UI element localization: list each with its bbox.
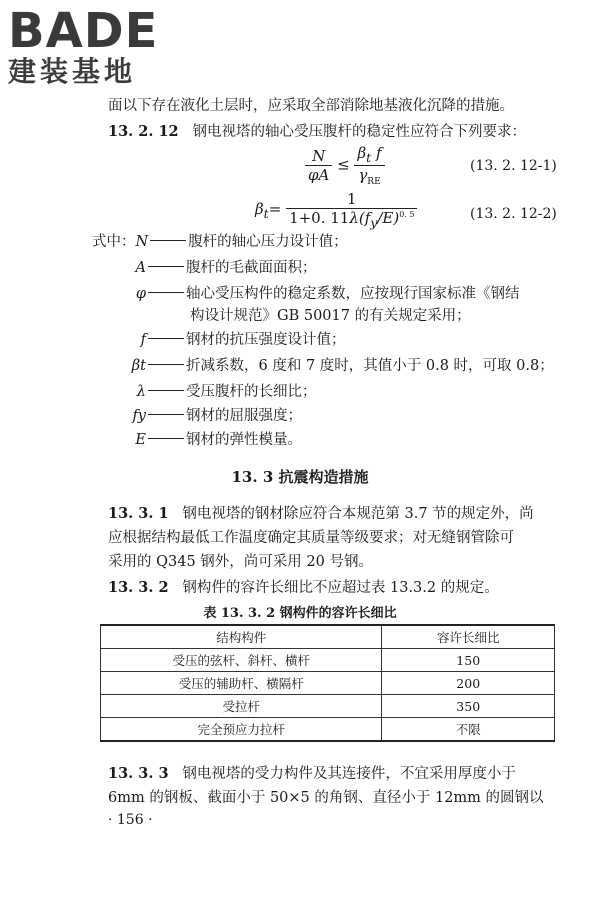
clause-13-3-1: 13. 3. 1 钢电视塔的钢材除应符合本规范第 3.7 节的规定外，尚 (108, 505, 534, 522)
equation-number-2: (13. 2. 12-2) (470, 206, 557, 222)
clause-text: 钢电视塔的轴心受压腹杆的稳定性应符合下列要求： (192, 124, 526, 140)
definition-row: f 钢材的抗压强度设计值； (140, 332, 346, 348)
definition-row: φ 轴心受压构件的稳定系数，应按现行国家标准《钢结 (135, 286, 520, 302)
table-title: 表 13. 3. 2 钢构件的容许长细比 (203, 606, 397, 621)
slenderness-table (100, 624, 555, 742)
table-cell: 受拉杆 (101, 695, 382, 718)
formula-1: $\frac{N}{\varphi A}$ ≤ $\frac{\beta_t f}{\gamma_{RE}}$ (305, 144, 385, 187)
clause-13-3-2: 13. 3. 2 钢构件的容许长细比不应超过表 13.3.2 的规定。 (108, 579, 499, 596)
clause-number: 13. 3. 1 (108, 505, 169, 522)
table-cell: 350 (382, 695, 555, 718)
definition-row: 式中：N 腹杆的轴心压力设计值； (92, 234, 348, 250)
brand-logo (8, 3, 188, 88)
definition-row: λ 受压腹杆的长细比； (136, 384, 317, 400)
clause-13-2-12 (108, 122, 526, 142)
clause-number: 13. 2. 12 (108, 123, 179, 140)
definition-row-continued: 构设计规范》GB 50017 的有关规定采用； (190, 308, 471, 324)
table-cell: 受压的弦杆、斜杆、横杆 (101, 649, 382, 672)
table-cell: 150 (382, 649, 555, 672)
logo-text: BADE (8, 3, 159, 59)
equation-number-1: (13. 2. 12-1) (470, 158, 557, 174)
table-row (101, 649, 555, 672)
logo-subtitle: 建装基地 (8, 55, 137, 88)
table-row (101, 718, 555, 742)
table-cell: 不限 (382, 718, 555, 742)
table-row (101, 672, 555, 695)
formula-2: $\beta_t=$ $\frac{1}{1+0. 11\lambda(f_y/E)^{0. 5}}$ (255, 190, 417, 230)
clause-line: 6mm 的钢板、截面小于 50×5 的角钢、直径小于 12mm 的圆钢以 (108, 790, 544, 806)
definition-row: A 腹杆的毛截面面积； (135, 260, 317, 276)
table-header: 容许长细比 (382, 625, 555, 649)
clause-13-3-3: 13. 3. 3 钢电视塔的受力构件及其连接件，不宜采用厚度小于 (108, 765, 516, 782)
section-heading: 13. 3 抗震构造措施 (231, 468, 369, 486)
definition-row: E 钢材的弹性模量。 (135, 432, 302, 448)
table-header-row (101, 625, 555, 649)
definition-row: fy 钢材的屈服强度； (132, 408, 302, 424)
clause-number: 13. 3. 2 (108, 579, 169, 596)
table-row (101, 695, 555, 718)
table-cell: 完全预应力拉杆 (101, 718, 382, 742)
definition-row: βt 折减系数，6 度和 7 度时，其值小于 0.8 时，可取 0.8； (131, 358, 554, 374)
page-number: · 156 · (108, 812, 153, 828)
continuation-line: 面以下存在液化土层时，应采取全部消除地基液化沉降的措施。 (108, 98, 514, 114)
clause-line: 应根据结构最低工作温度确定其质量等级要求；对无缝钢管除可 (108, 530, 514, 546)
table-cell: 受压的辅助杆、横隔杆 (101, 672, 382, 695)
table-header: 结构构件 (101, 625, 382, 649)
table-cell: 200 (382, 672, 555, 695)
clause-number: 13. 3. 3 (108, 765, 169, 782)
clause-line: 采用的 Q345 钢外，尚可采用 20 号钢。 (108, 554, 373, 570)
